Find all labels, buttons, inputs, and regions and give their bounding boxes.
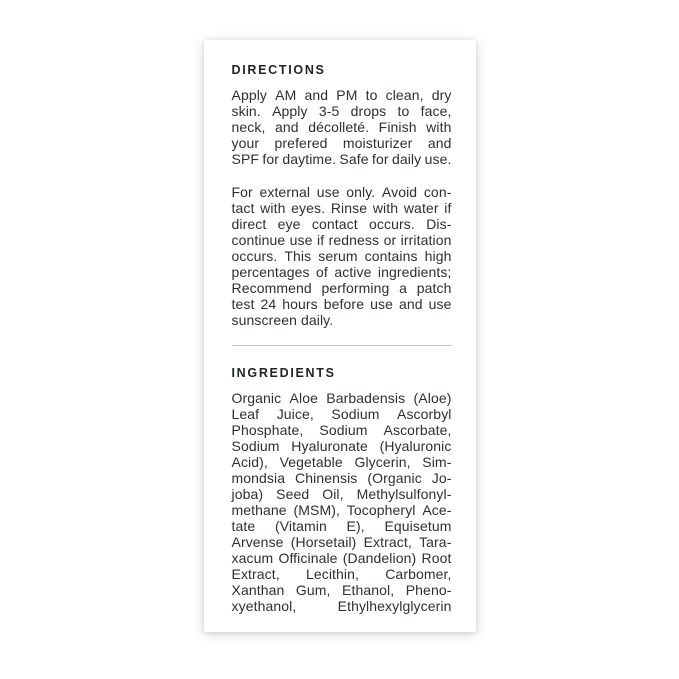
directions-section [232, 63, 452, 328]
text-line: Recommend performing a patch [231, 280, 452, 296]
text-line: percentages of active ingredients; [231, 264, 452, 280]
text-line: continue use if redness or irritation [231, 232, 452, 248]
text-line: neck, and décolleté. Finish with [231, 119, 452, 135]
ingredients-section [232, 366, 452, 614]
text-line: Leaf Juice, Sodium Ascorbyl [231, 406, 452, 422]
text-line: Apply AM and PM to clean, dry [231, 87, 452, 103]
text-line: Xanthan Gum, Ethanol, Pheno- [231, 582, 452, 598]
text-line: occurs. This serum contains high [231, 248, 452, 264]
directions-warning-last-line: sunscreen daily. [231, 312, 334, 328]
text-line: SPF for daytime. Safe for daily use. [231, 151, 452, 167]
text-line: tact with eyes. Rinse with water if [231, 200, 452, 216]
text-line: xyethanol, Ethylhexylglycerin [231, 598, 452, 614]
text-line: Extract, Lecithin, Carbomer, [231, 566, 452, 582]
text-line: Sodium Hyaluronate (Hyaluronic [231, 438, 452, 454]
section-divider [232, 345, 452, 346]
ingredients-list-text [232, 390, 452, 614]
directions-heading: DIRECTIONS [231, 63, 326, 77]
text-line: mondsia Chinensis (Organic Jo- [231, 470, 452, 486]
text-line: Phosphate, Sodium Ascorbate, [231, 422, 452, 438]
text-line: methane (MSM), Tocopheryl Ace- [231, 502, 452, 518]
text-line: your prefered moisturizer and [231, 135, 452, 151]
text-line: Acid), Vegetable Glycerin, Sim- [231, 454, 452, 470]
product-label-card [204, 40, 476, 632]
text-line: For external use only. Avoid con- [231, 184, 452, 200]
text-line: joba) Seed Oil, Methylsulfonyl- [231, 486, 452, 502]
text-line: tate (Vitamin E), Equisetum [231, 518, 452, 534]
text-line: skin. Apply 3-5 drops to face, [231, 103, 452, 119]
text-line: xacum Officinale (Dandelion) Root [231, 550, 452, 566]
text-line: direct eye contact occurs. Dis- [231, 216, 452, 232]
directions-warning-text [232, 184, 452, 312]
ingredients-heading: INGREDIENTS [231, 366, 336, 380]
directions-usage-text [232, 87, 452, 167]
text-line: Arvense (Horsetail) Extract, Tara- [231, 534, 452, 550]
text-line: test 24 hours before use and use [231, 296, 452, 312]
text-line: Organic Aloe Barbadensis (Aloe) [231, 390, 452, 406]
